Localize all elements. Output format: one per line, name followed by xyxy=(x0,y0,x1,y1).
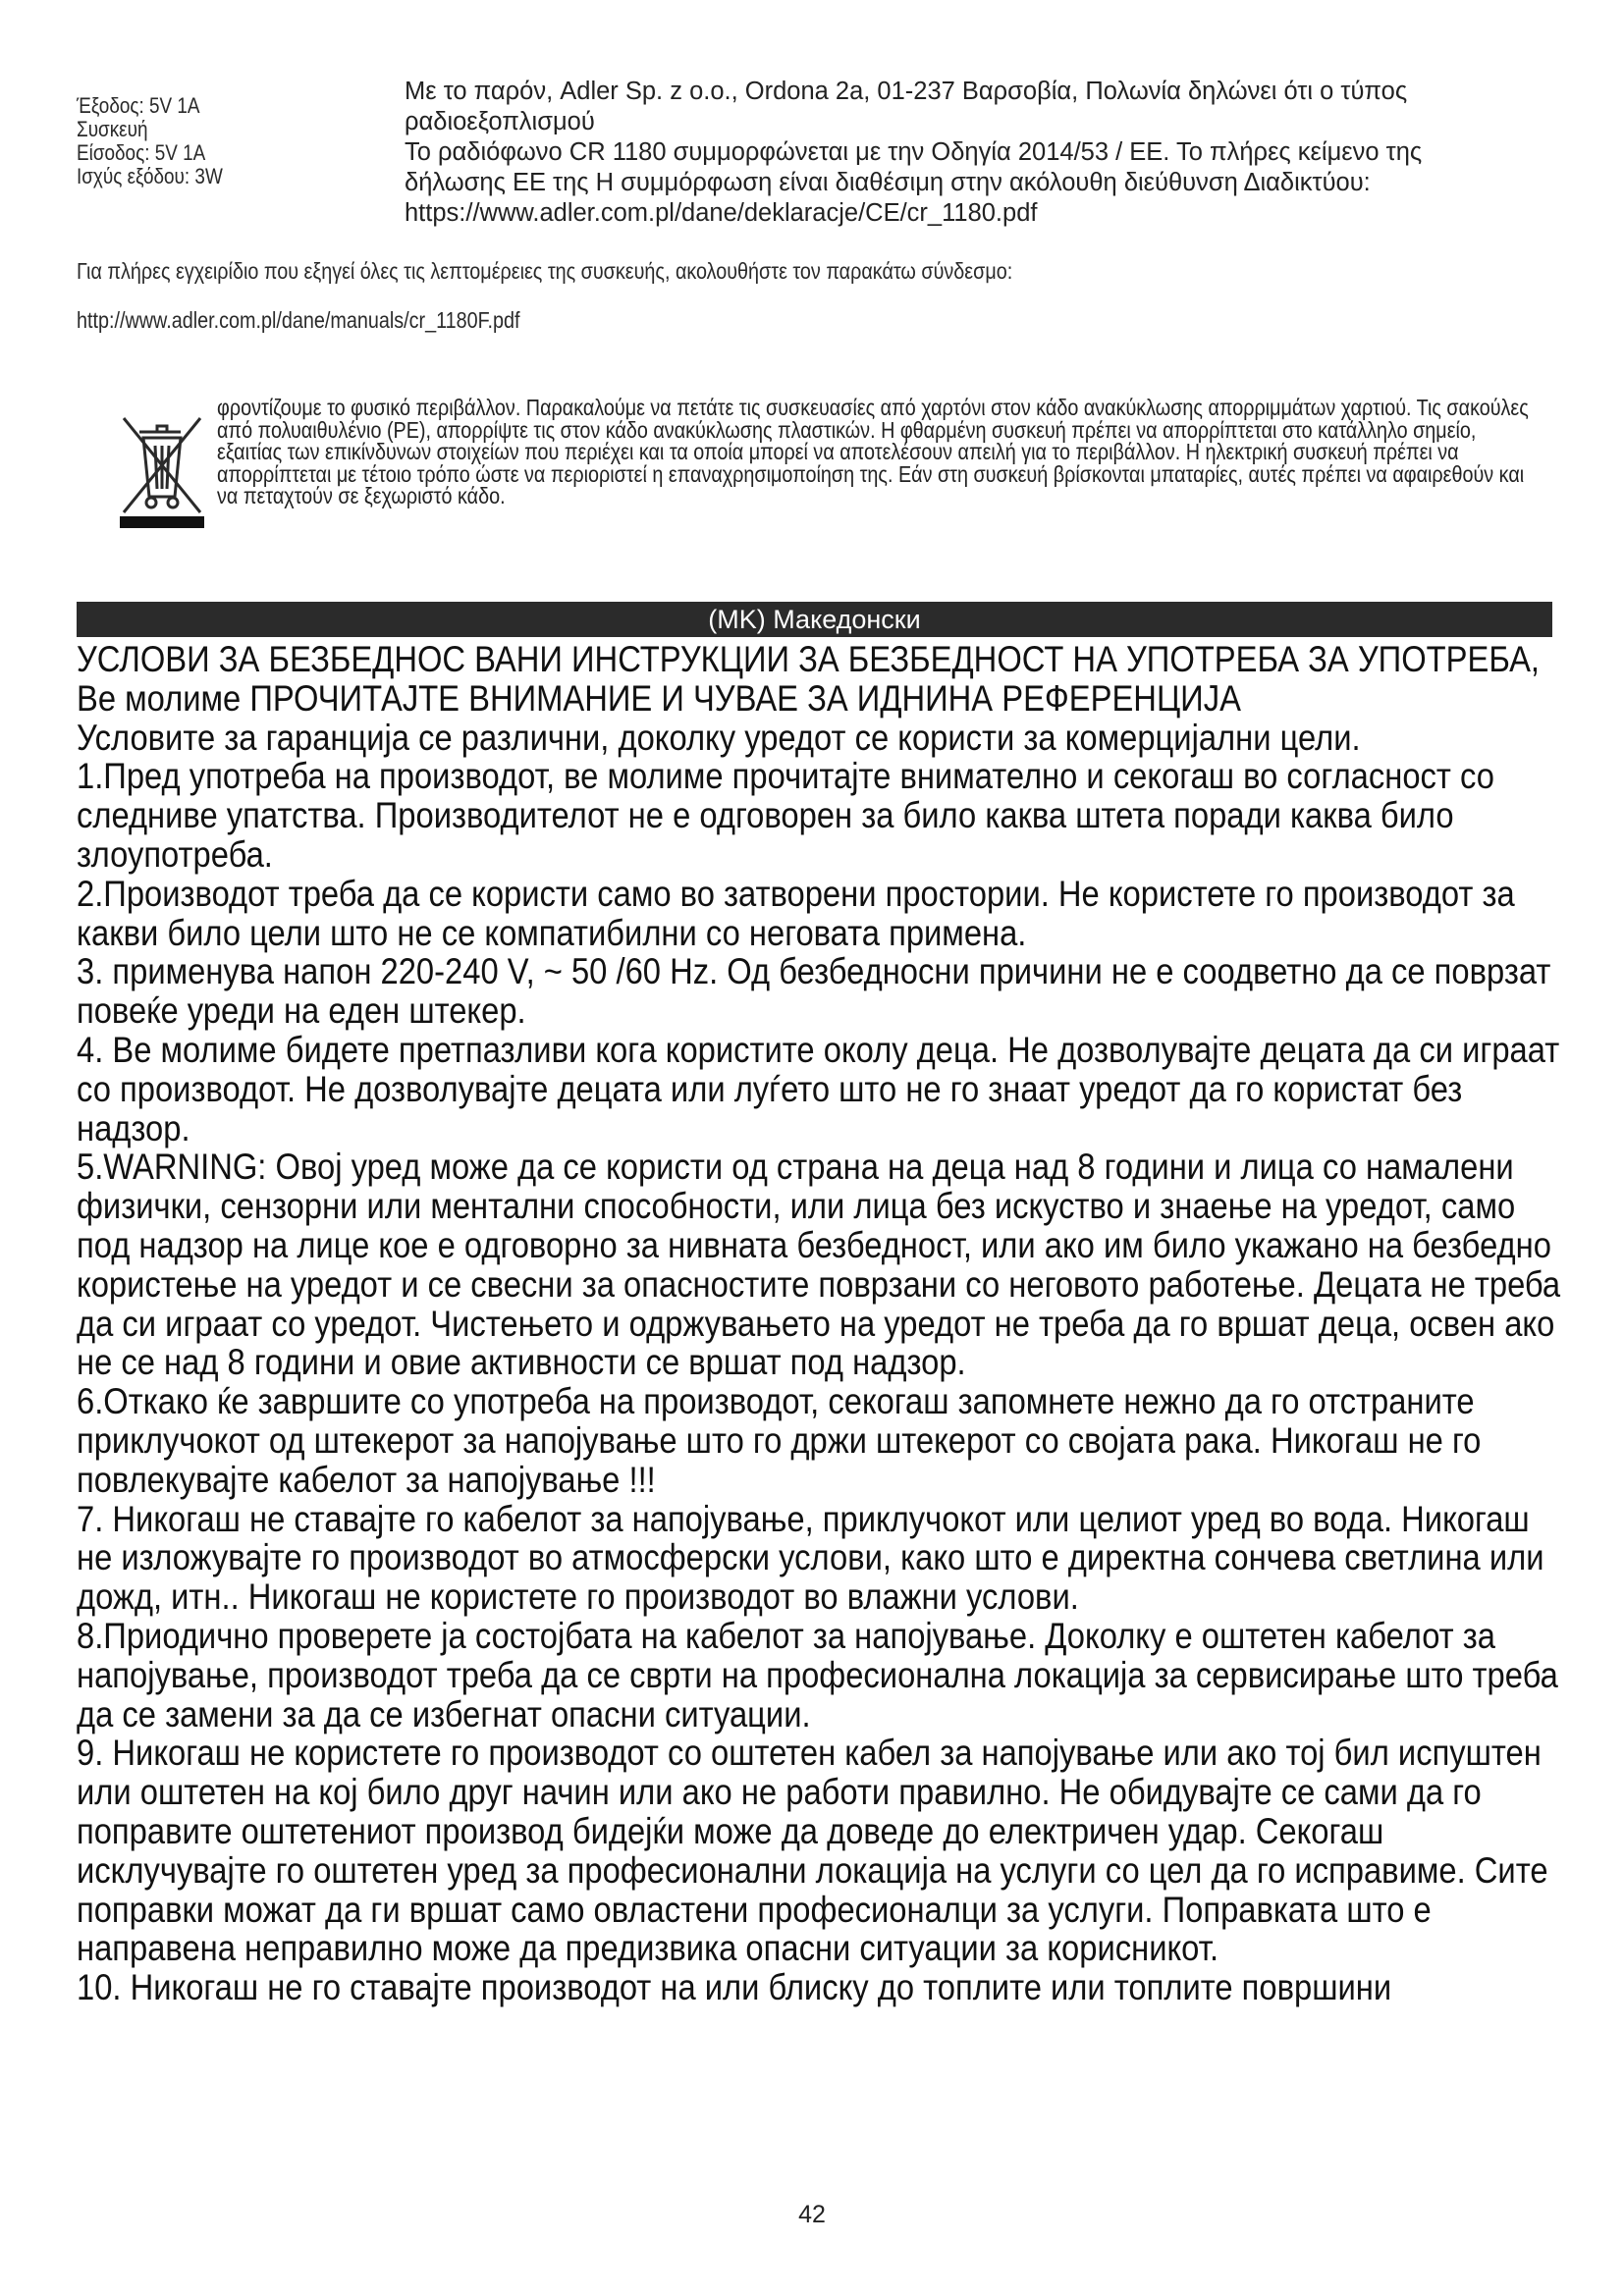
paragraph-9: 9. Никогаш не користете го производот со оштетен кабел за напојување или ако тој бил испуштен или оштетен на кој било друг начин или ако не работи правилно. Не обидувајте се сами да го поправите оштетениот производ бидејќи може да доведе до електричен удар. Секогаш исклучувајте го оштетен уред за професионални локација на услуги со цел да го исправиме. Сите поправки можат да ги вршат само овластени професионалци за услуги. Поправката што е направена неправилно може да предизвика опасни ситуации за корисникот. xyxy=(77,1732,1548,1969)
spec-input: Είσοδος: 5V 1A xyxy=(77,140,206,165)
manual-url: http://www.adler.com.pl/dane/manuals/cr_1180F.pdf xyxy=(77,307,520,333)
manual-note: Για πλήρες εγχειρίδιο που εξηγεί όλες τις λεπτομέρειες της συσκευής, ακολουθήστε τον παρακάτω σύνδεσμο: xyxy=(77,258,1013,284)
spec-output: Έξοδος: 5V 1A xyxy=(77,93,200,118)
safety-instructions xyxy=(77,640,1569,2007)
spec-device: Συσκευή xyxy=(77,117,148,141)
paragraph-warranty: Условите за гаранција се различни, доколку уредот се користи за комерцијални цели. xyxy=(77,716,1361,758)
paragraph-6: 6.Откако ќе завршите со употреба на производот, секогаш запомнете нежно да го отстраните приклучокот од штекерот за напојување што го држи штекерот со својата рака. Никогаш не го повлекувајте кабелот за напојување !!! xyxy=(77,1380,1482,1500)
paragraph-4: 4. Ве молиме бидете претпазливи кога користите околу деца. Не дозволувајте децата да си играат со производот. Не дозволувајте децата или луѓето што не го знаат уредот да го користат без надзор. xyxy=(77,1028,1560,1148)
eu-declaration xyxy=(405,77,1514,229)
safety-title: УСЛОВИ ЗА БЕЗБЕДНОС ВАНИ ИНСТРУКЦИИ ЗА БЕЗБЕДНОСТ НА УПОТРЕБА ЗА УПОТРЕБА, Ве молиме ПРОЧИТАЈТЕ ВНИМАНИЕ И ЧУВАЕ ЗА ИДНИНА РЕФЕРЕНЦИЈА xyxy=(77,638,1541,719)
paragraph-10: 10. Никогаш не го ставајте производот на или блиску до топлите или топлите површини xyxy=(77,1966,1392,2008)
crossed-bin-icon xyxy=(118,410,206,530)
paragraph-1: 1.Пред употреба на производот, ве молиме прочитајте внимателно и секогаш во согласност со следниве упатства. Производителот не е одговорен за било каква штета поради каква било злоупотреба. xyxy=(77,755,1494,875)
paragraph-7: 7. Никогаш не ставајте го кабелот за напојување, приклучокот или целиот уред во вода. Никогаш не изложувајте го производот во атмосферски услови, како што е директна сончева светлина или дожд, итн.. Никогаш не користете го производот во влажни услови. xyxy=(77,1497,1544,1618)
declaration-line-1: Με το παρόν, Adler Sp. z o.o., Ordona 2a, 01-237 Βαρσοβία, Πολωνία δηλώνει ότι ο τύπος ραδιοεξοπλισμού xyxy=(405,78,1408,135)
environment-notice xyxy=(217,395,1529,508)
paragraph-3: 3. применува напон 220-240 V, ~ 50 /60 Hz. Од безбедносни причини не е соодветно да се поврзат повеќе уреди на еден штекер. xyxy=(77,950,1551,1032)
paragraph-2: 2.Производот треба да се користи само во затворени простории. Не користете го производот за какви било цели што не се компатибилни со неговата примена. xyxy=(77,872,1515,953)
declaration-line-2: Το ραδιόφωνο CR 1180 συμμορφώνεται με την Οδηγία 2014/53 / ΕΕ. Το πλήρες κείμενο της δήλωσης ΕΕ της Η συμμόρφωση είναι διαθέσιμη στην ακόλουθη διεύθυνση Διαδικτύου: https://www.adler.com.pl/dane/deklaracje/CE/cr_1180.pdf xyxy=(405,138,1423,227)
paragraph-5: 5.WARNING: Овој уред може да се користи од страна на деца над 8 години и лица со намалени физички, сензорни или ментални способности, или лица без искуство и знаење на уредот, само под надзор на лице кое е одговорно за нивната безбедност, или ако им било укажано на безбедно користење на уредот и се свесни за опасностите поврзани со неговото работење. Децата не треба да си играат со уредот. Чистењето и одржувањето на уредот не треба да го вршат деца, освен ако не се над 8 години и овие активности се вршат под надзор. xyxy=(77,1146,1561,1383)
language-header: (MK) Македонски xyxy=(77,602,1552,637)
environment-notice-text: φροντίζουμε το φυσικό περιβάλλον. Παρακαλούμε να πετάτε τις συσκευασίες από χαρτόνι στον κάδο ανακύκλωσης απορριμμάτων χαρτιού. Τις σακούλες από πολυαιθυλένιο (PE), απορρίψτε τις στον κάδο ανακύκλωσης πλαστικών. Η φθαρμένη συσκευή πρέπει να απορρίπτεται στο κατάλληλο σημείο, εξαιτίας των επικίνδυνων στοιχείων που περιέχει και τα οποία μπορεί να αποτελέσουν απειλή για το περιβάλλον. Η ηλεκτρική συσκευή πρέπει να απορρίπτεται με τέτοιο τρόπο ώστε να περιοριστεί η επαναχρησιμοποίηση της. Εάν στη συσκευή βρίσκονται μπαταρίες, αυτές πρέπει να αφαιρεθούν και να πεταχτούν σε ξεχωριστό κάδο. xyxy=(217,395,1529,508)
paragraph-8: 8.Приодично проверете ја состојбата на кабелот за напојување. Доколку е оштетен кабелот за напојување, производот треба да се сврти на професионална локација за сервисирање што треба да се замени за да се избегнат опасни ситуации. xyxy=(77,1614,1558,1735)
device-specs xyxy=(77,94,304,188)
spec-power: Ισχύς εξόδου: 3W xyxy=(77,164,223,188)
page-number: 42 xyxy=(798,2201,826,2228)
